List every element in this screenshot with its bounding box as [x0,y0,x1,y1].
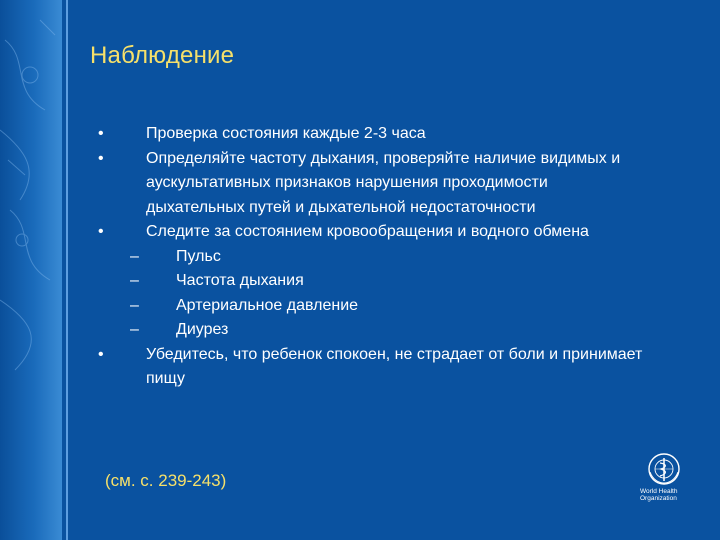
list-item-text: Убедитесь, что ребенок спокоен, не страдает от боли и принимает пищу [146,345,643,387]
slide-title: Наблюдение [90,42,235,69]
sub-list-item [90,318,650,343]
page-reference: (см. с. 239-243) [105,471,227,490]
list-item-text: Проверка состояния каждые 2-3 часа [146,125,426,142]
who-emblem-icon [647,452,681,486]
side-divider-line [66,0,68,540]
list-item [90,147,650,221]
list-item [90,343,650,392]
bullet-marker: • [98,149,104,167]
logo-text-line1: World Health [640,488,678,495]
dash-marker: – [130,321,139,338]
sub-list-item [90,294,650,319]
dash-marker: – [130,296,139,314]
bullet-marker: • [98,125,104,142]
sub-list-item [90,269,650,294]
sub-list-item [90,245,650,270]
decorative-side-band [0,0,62,540]
sub-list-item-text: Частота дыхания [176,272,304,289]
bullet-marker: • [98,223,104,240]
list-item [90,220,650,245]
list-item [90,122,650,147]
list-item-text: Определяйте частоту дыхания, проверяйте наличие видимых и аускультативных признаков нарушения проходимости дыхательных путей и дыхательной недостаточности [146,149,621,216]
bullet-marker: • [98,345,104,363]
logo-text-line2: Organization [640,495,677,502]
list-item-text: Следите за состоянием кровообращения и водного обмена [146,223,589,240]
bullet-list [90,122,650,392]
dash-marker: – [130,247,139,265]
dash-marker: – [130,272,139,289]
sub-list-item-text: Артериальное давление [176,296,359,314]
sub-list-item-text: Пульс [176,247,221,265]
who-logo [640,452,688,502]
decorative-pattern-icon [0,0,62,540]
sub-list-item-text: Диурез [176,321,229,338]
